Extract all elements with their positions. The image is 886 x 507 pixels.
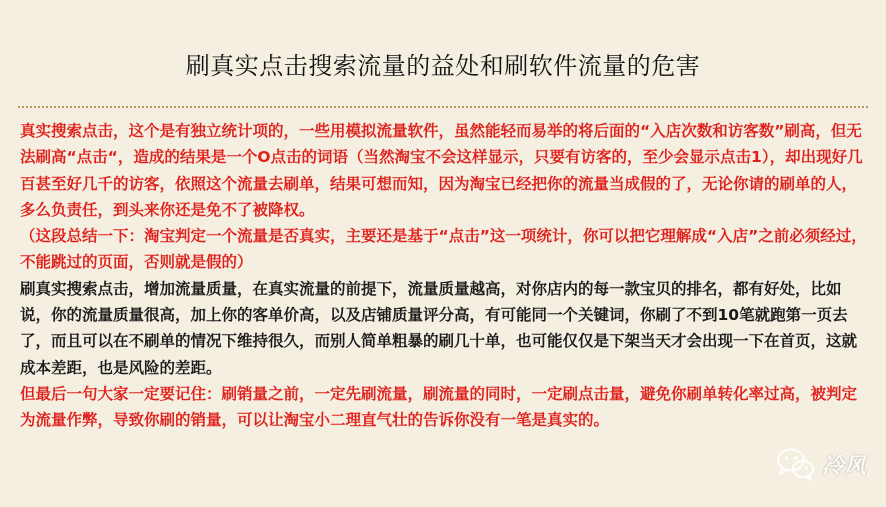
paragraph-1: 真实搜索点击，这个是有独立统计项的，一些用模拟流量软件，虽然能轻而易举的将后面的“入店次数和访客数”刷高，但无法刷高“点击“，造成的结果是一个O点击的词语（当然淘宝不会这样显示，只要有访客的，至少会显示点击1），却出现好几百甚至好几千的访客，依照这个流量去刷单，结果可想而知，因为淘宝已经把你的流量当成假的了，无论你请的刷单的人，多么负责任，到头来你还是免不了被降权。 bbox=[20, 122, 863, 219]
page-title: 刷真实点击搜索流量的益处和刷软件流量的危害 bbox=[185, 52, 701, 81]
watermark-label: 冷风 bbox=[821, 453, 866, 479]
article-body bbox=[20, 118, 868, 434]
paragraph-3: 刷真实搜索点击，增加流量质量，在真实流量的前提下，流量质量越高，对你店内的每一款宝贝的排名，都有好处，比如说，你的流量质量很高，加上你的客单价高，以及店铺质量评分高，有可能同一个关键词，你刷了不到10笔就跑第一页去了，而且可以在不刷单的情况下维持很久，而别人简单粗暴的刷几十单，也可能仅仅是下架当天才会出现一下在首页，这就成本差距，也是风险的差距。 bbox=[20, 279, 858, 377]
paragraph-4: 但最后一句大家一定要记住：刷销量之前，一定先刷流量，刷流量的同时，一定刷点击量，避免你刷单转化率过高，被判定为流量作弊，导致你刷的销量，可以让淘宝小二理直气壮的告诉你没有一笔是真实的。 bbox=[20, 384, 858, 430]
watermark bbox=[776, 447, 866, 481]
paragraph-2: （这段总结一下：淘宝判定一个流量是否真实，主要还是基于“点击”这一项统计，你可以把它理解成“入店”之前必须经过，不能跳过的页面，否则就是假的） bbox=[20, 227, 867, 272]
wechat-icon bbox=[776, 447, 816, 481]
dotted-divider bbox=[18, 106, 868, 108]
